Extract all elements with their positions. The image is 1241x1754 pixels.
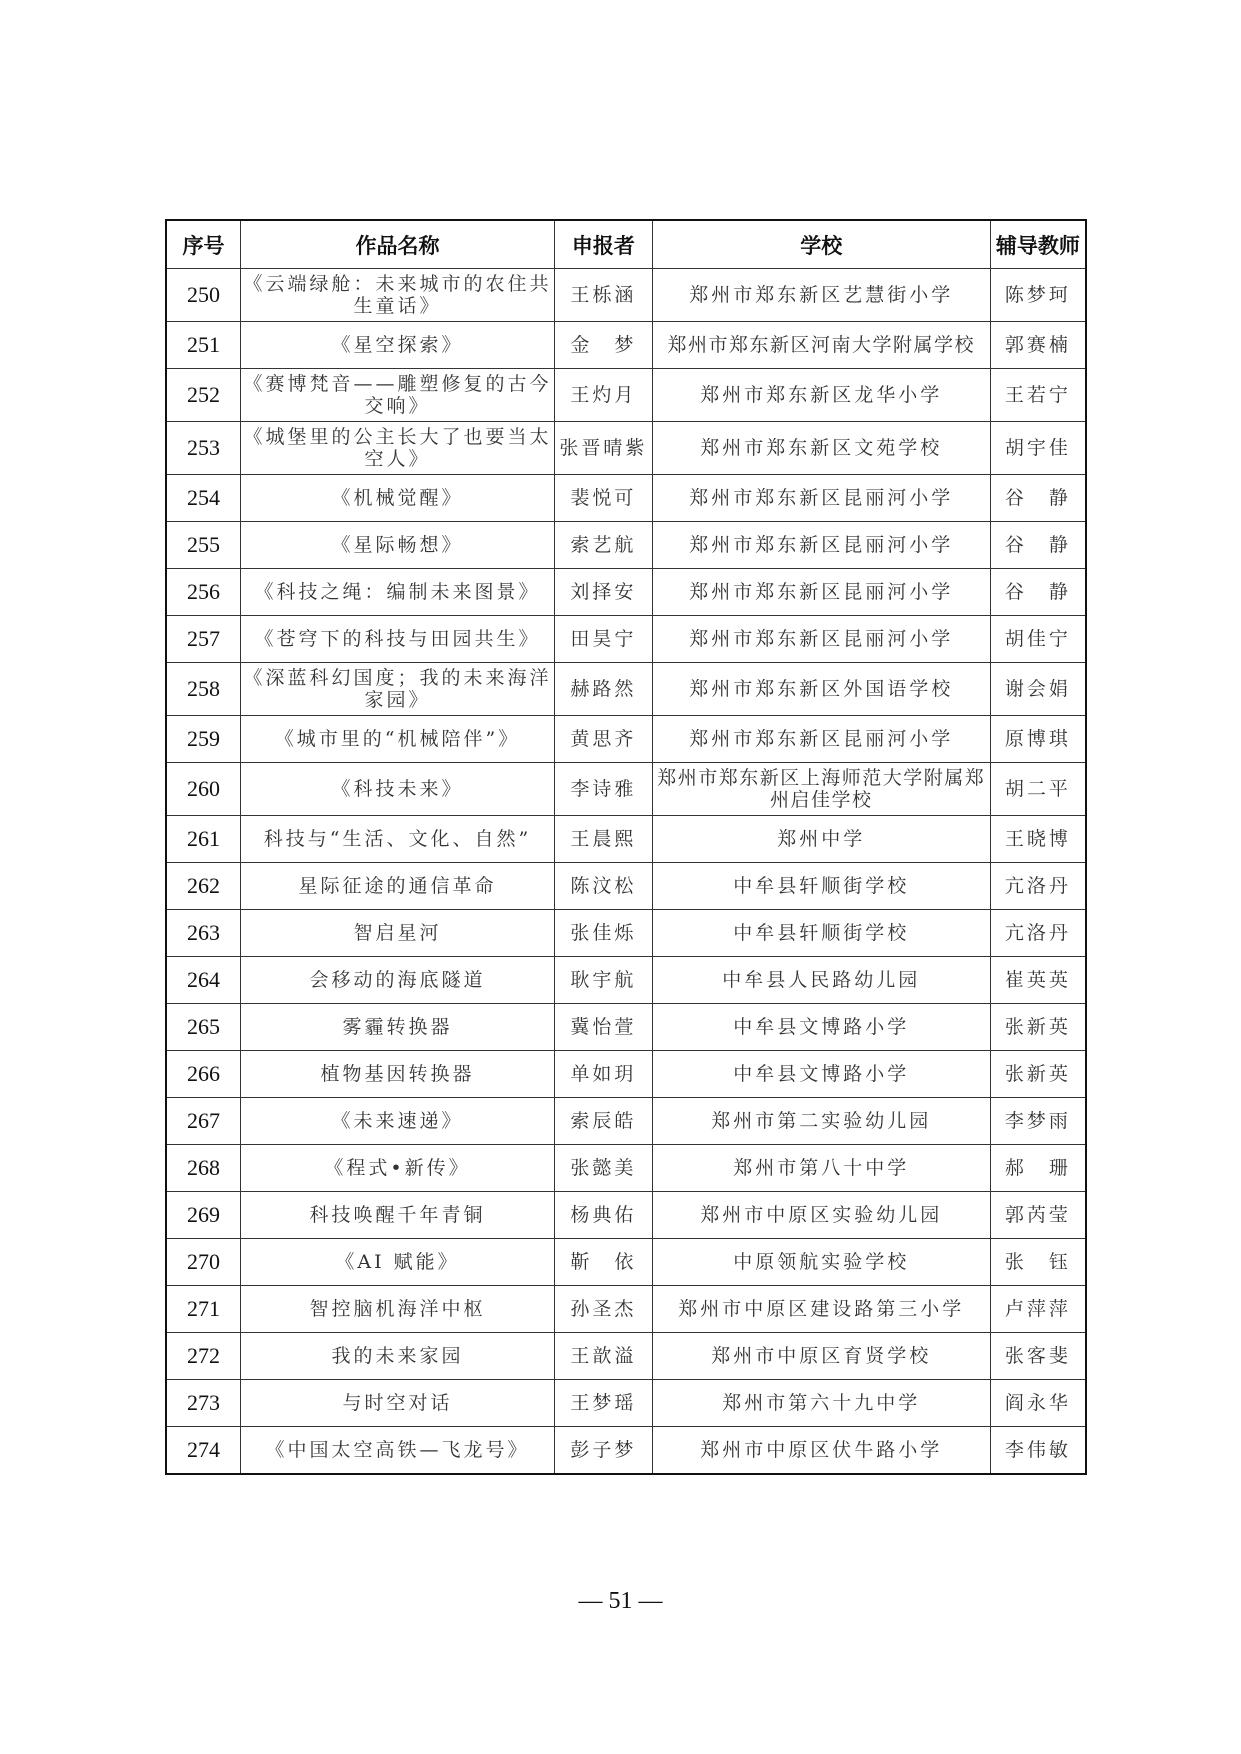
cell-title: 《城堡里的公主长大了也要当太空人》 — [240, 422, 554, 475]
cell-title: 与时空对话 — [240, 1380, 554, 1427]
cell-school: 郑州市郑东新区昆丽河小学 — [652, 522, 990, 569]
cell-title: 《AI 赋能》 — [240, 1239, 554, 1286]
cell-author: 赫路然 — [555, 663, 653, 716]
cell-teacher: 胡佳宁 — [990, 616, 1086, 663]
cell-no: 259 — [166, 716, 240, 763]
cell-teacher: 张客斐 — [990, 1333, 1086, 1380]
cell-teacher: 陈梦珂 — [990, 269, 1086, 322]
cell-author: 张佳烁 — [555, 910, 653, 957]
cell-school: 郑州市第八十中学 — [652, 1145, 990, 1192]
cell-teacher: 张 钰 — [990, 1239, 1086, 1286]
cell-teacher: 谷 静 — [990, 569, 1086, 616]
cell-title: 《中国太空高铁—飞龙号》 — [240, 1427, 554, 1475]
cell-no: 257 — [166, 616, 240, 663]
cell-author: 彭子梦 — [555, 1427, 653, 1475]
cell-teacher: 谷 静 — [990, 522, 1086, 569]
cell-no: 254 — [166, 475, 240, 522]
cell-school: 郑州市郑东新区艺慧街小学 — [652, 269, 990, 322]
award-table — [165, 219, 1087, 1475]
cell-school: 郑州市郑东新区昆丽河小学 — [652, 616, 990, 663]
table-row — [166, 1004, 1086, 1051]
cell-no: 260 — [166, 763, 240, 816]
cell-school: 中牟县文博路小学 — [652, 1004, 990, 1051]
cell-school: 郑州市第二实验幼儿园 — [652, 1098, 990, 1145]
cell-no: 264 — [166, 957, 240, 1004]
table-body — [166, 269, 1086, 1475]
table-row — [166, 863, 1086, 910]
table-row — [166, 616, 1086, 663]
cell-school: 郑州市郑东新区文苑学校 — [652, 422, 990, 475]
cell-title: 雾霾转换器 — [240, 1004, 554, 1051]
table-row — [166, 1239, 1086, 1286]
cell-school: 郑州市郑东新区昆丽河小学 — [652, 569, 990, 616]
cell-school: 中牟县人民路幼儿园 — [652, 957, 990, 1004]
cell-teacher: 郭赛楠 — [990, 322, 1086, 369]
cell-no: 273 — [166, 1380, 240, 1427]
table-header-row — [166, 220, 1086, 269]
cell-teacher: 谢会娟 — [990, 663, 1086, 716]
cell-no: 274 — [166, 1427, 240, 1475]
cell-author: 杨典佑 — [555, 1192, 653, 1239]
cell-no: 253 — [166, 422, 240, 475]
cell-author: 田昊宁 — [555, 616, 653, 663]
cell-title: 《程式•新传》 — [240, 1145, 554, 1192]
table-row — [166, 1380, 1086, 1427]
cell-title: 科技唤醒千年青铜 — [240, 1192, 554, 1239]
table-row — [166, 816, 1086, 863]
cell-author: 孙圣杰 — [555, 1286, 653, 1333]
table-row — [166, 1286, 1086, 1333]
cell-teacher: 张新英 — [990, 1004, 1086, 1051]
cell-no: 250 — [166, 269, 240, 322]
table-row — [166, 910, 1086, 957]
cell-teacher: 谷 静 — [990, 475, 1086, 522]
table-row — [166, 663, 1086, 716]
cell-title: 《苍穹下的科技与田园共生》 — [240, 616, 554, 663]
cell-teacher: 李伟敏 — [990, 1427, 1086, 1475]
cell-author: 刘择安 — [555, 569, 653, 616]
cell-teacher: 崔英英 — [990, 957, 1086, 1004]
cell-no: 258 — [166, 663, 240, 716]
table-row — [166, 957, 1086, 1004]
cell-teacher: 原博琪 — [990, 716, 1086, 763]
page-number: — 51 — — [578, 1588, 663, 1614]
table-row — [166, 475, 1086, 522]
header-teacher: 辅导教师 — [990, 220, 1086, 269]
table-row — [166, 1098, 1086, 1145]
cell-title: 星际征途的通信革命 — [240, 863, 554, 910]
cell-teacher: 王若宁 — [990, 369, 1086, 422]
cell-teacher: 胡宇佳 — [990, 422, 1086, 475]
header-author: 申报者 — [555, 220, 653, 269]
cell-school: 郑州市中原区建设路第三小学 — [652, 1286, 990, 1333]
table-row — [166, 369, 1086, 422]
cell-teacher: 郝 珊 — [990, 1145, 1086, 1192]
cell-author: 王栎涵 — [555, 269, 653, 322]
table-row — [166, 522, 1086, 569]
cell-author: 耿宇航 — [555, 957, 653, 1004]
table-row — [166, 322, 1086, 369]
cell-no: 255 — [166, 522, 240, 569]
cell-title: 智启星河 — [240, 910, 554, 957]
cell-school: 郑州市郑东新区龙华小学 — [652, 369, 990, 422]
cell-title: 植物基因转换器 — [240, 1051, 554, 1098]
cell-title: 《城市里的“机械陪伴”》 — [240, 716, 554, 763]
cell-title: 《机械觉醒》 — [240, 475, 554, 522]
cell-teacher: 卢萍萍 — [990, 1286, 1086, 1333]
cell-author: 王梦瑶 — [555, 1380, 653, 1427]
cell-author: 王灼月 — [555, 369, 653, 422]
header-title: 作品名称 — [240, 220, 554, 269]
cell-no: 268 — [166, 1145, 240, 1192]
cell-title: 《星空探索》 — [240, 322, 554, 369]
table-row — [166, 1192, 1086, 1239]
header-no: 序号 — [166, 220, 240, 269]
cell-no: 265 — [166, 1004, 240, 1051]
cell-author: 张懿美 — [555, 1145, 653, 1192]
cell-title: 科技与“生活、文化、自然” — [240, 816, 554, 863]
cell-teacher: 郭芮莹 — [990, 1192, 1086, 1239]
cell-no: 271 — [166, 1286, 240, 1333]
cell-school: 郑州市第六十九中学 — [652, 1380, 990, 1427]
cell-teacher: 李梦雨 — [990, 1098, 1086, 1145]
table-row — [166, 1145, 1086, 1192]
cell-school: 郑州市郑东新区上海师范大学附属郑州启佳学校 — [652, 763, 990, 816]
cell-teacher: 胡二平 — [990, 763, 1086, 816]
cell-school: 中牟县轩顺街学校 — [652, 910, 990, 957]
cell-title: 《云端绿舱：未来城市的农住共生童话》 — [240, 269, 554, 322]
cell-author: 李诗雅 — [555, 763, 653, 816]
cell-author: 冀怡萱 — [555, 1004, 653, 1051]
cell-author: 黄思齐 — [555, 716, 653, 763]
cell-title: 《科技之绳：编制未来图景》 — [240, 569, 554, 616]
cell-no: 251 — [166, 322, 240, 369]
table-row — [166, 716, 1086, 763]
cell-title: 《星际畅想》 — [240, 522, 554, 569]
cell-author: 张晋晴紫 — [555, 422, 653, 475]
cell-no: 269 — [166, 1192, 240, 1239]
cell-title: 会移动的海底隧道 — [240, 957, 554, 1004]
cell-school: 郑州市郑东新区昆丽河小学 — [652, 475, 990, 522]
cell-author: 王晨熙 — [555, 816, 653, 863]
cell-title: 《科技未来》 — [240, 763, 554, 816]
cell-school: 郑州市郑东新区外国语学校 — [652, 663, 990, 716]
cell-no: 270 — [166, 1239, 240, 1286]
cell-no: 256 — [166, 569, 240, 616]
cell-author: 裴悦可 — [555, 475, 653, 522]
cell-school: 中原领航实验学校 — [652, 1239, 990, 1286]
cell-school: 郑州市郑东新区昆丽河小学 — [652, 716, 990, 763]
table-row — [166, 569, 1086, 616]
cell-no: 272 — [166, 1333, 240, 1380]
cell-author: 王歆溢 — [555, 1333, 653, 1380]
cell-teacher: 王晓博 — [990, 816, 1086, 863]
cell-title: 我的未来家园 — [240, 1333, 554, 1380]
cell-school: 郑州市中原区育贤学校 — [652, 1333, 990, 1380]
cell-teacher: 张新英 — [990, 1051, 1086, 1098]
cell-no: 263 — [166, 910, 240, 957]
cell-school: 郑州中学 — [652, 816, 990, 863]
table-row — [166, 763, 1086, 816]
table-row — [166, 1333, 1086, 1380]
cell-author: 索辰皓 — [555, 1098, 653, 1145]
cell-school: 郑州市中原区实验幼儿园 — [652, 1192, 990, 1239]
header-school: 学校 — [652, 220, 990, 269]
table-row — [166, 1051, 1086, 1098]
cell-no: 266 — [166, 1051, 240, 1098]
cell-no: 252 — [166, 369, 240, 422]
cell-teacher: 阎永华 — [990, 1380, 1086, 1427]
cell-title: 《深蓝科幻国度；我的未来海洋家园》 — [240, 663, 554, 716]
cell-author: 索艺航 — [555, 522, 653, 569]
cell-school: 中牟县轩顺街学校 — [652, 863, 990, 910]
table-row — [166, 422, 1086, 475]
cell-author: 靳 依 — [555, 1239, 653, 1286]
cell-teacher: 亢洛丹 — [990, 863, 1086, 910]
cell-school: 中牟县文博路小学 — [652, 1051, 990, 1098]
table-row — [166, 269, 1086, 322]
cell-teacher: 亢洛丹 — [990, 910, 1086, 957]
cell-title: 智控脑机海洋中枢 — [240, 1286, 554, 1333]
cell-author: 陈汶松 — [555, 863, 653, 910]
cell-school: 郑州市中原区伏牛路小学 — [652, 1427, 990, 1475]
cell-no: 262 — [166, 863, 240, 910]
cell-title: 《未来速递》 — [240, 1098, 554, 1145]
cell-no: 267 — [166, 1098, 240, 1145]
cell-author: 金 梦 — [555, 322, 653, 369]
cell-title: 《赛博梵音——雕塑修复的古今交响》 — [240, 369, 554, 422]
cell-school: 郑州市郑东新区河南大学附属学校 — [652, 322, 990, 369]
table-row — [166, 1427, 1086, 1475]
cell-author: 单如玥 — [555, 1051, 653, 1098]
cell-no: 261 — [166, 816, 240, 863]
